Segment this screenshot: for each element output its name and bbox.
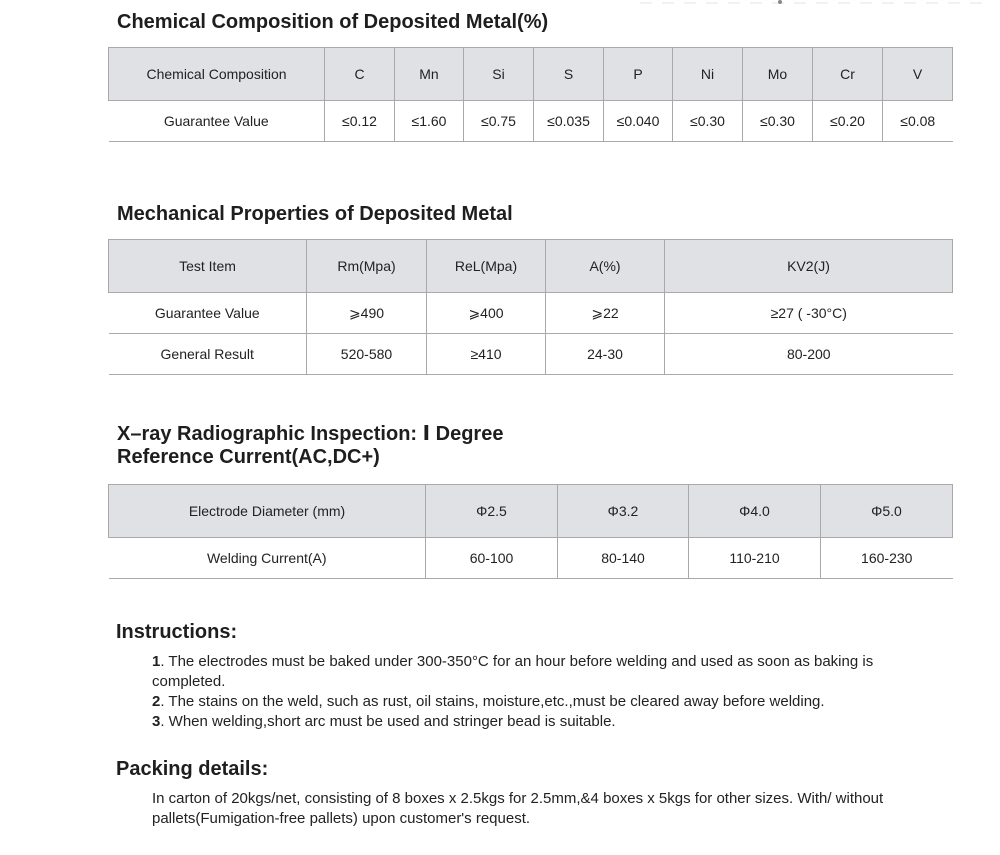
header-cell: KV2(J)	[665, 240, 953, 293]
header-cell: Electrode Diameter (mm)	[109, 485, 426, 538]
packing-details-text: In carton of 20kgs/net, consisting of 8 boxes x 2.5kgs for 2.5mm,&4 boxes x 5kgs for other sizes. With/ without pallets(Fumigation-free pallets) upon customer's request.	[152, 790, 884, 827]
list-item	[152, 652, 932, 692]
value-cell: ≤0.040	[604, 101, 673, 142]
header-cell: Φ3.2	[558, 485, 689, 538]
value-cell: ≥27 ( -30°C)	[665, 293, 953, 334]
item-text: . When welding,short arc must be used and stringer bead is suitable.	[160, 713, 616, 730]
header-cell: P	[604, 48, 673, 101]
header-cell: Φ2.5	[426, 485, 558, 538]
table-row	[109, 101, 953, 142]
item-text: . The stains on the weld, such as rust, oil stains, moisture,etc.,must be cleared away before welding.	[160, 693, 825, 710]
value-cell: ≤0.08	[883, 101, 953, 142]
value-cell: 80-140	[558, 538, 689, 579]
value-cell: ≤0.30	[743, 101, 813, 142]
header-cell: V	[883, 48, 953, 101]
header-cell: A(%)	[546, 240, 665, 293]
value-cell: 60-100	[426, 538, 558, 579]
table-header-row	[109, 48, 953, 101]
header-cell: Mo	[743, 48, 813, 101]
row-label-cell: Welding Current(A)	[109, 538, 426, 579]
item-text: . The electrodes must be baked under 300-350°C for an hour before welding and used as soon as baking is completed.	[152, 653, 874, 690]
header-cell: Φ4.0	[689, 485, 821, 538]
value-cell: ≥410	[427, 334, 546, 375]
reference-current-heading: Reference Current(AC,DC+)	[117, 446, 380, 468]
header-cell: S	[534, 48, 604, 101]
chemical-composition-table	[108, 47, 953, 142]
header-cell: ReL(Mpa)	[427, 240, 546, 293]
list-item	[152, 712, 932, 732]
table-row	[109, 293, 953, 334]
value-cell: ≤0.75	[464, 101, 534, 142]
value-cell: ≤1.60	[395, 101, 464, 142]
value-cell: ≤0.20	[813, 101, 883, 142]
packing-details-heading: Packing details:	[116, 758, 269, 780]
value-cell: 80-200	[665, 334, 953, 375]
reference-current-table	[108, 484, 953, 579]
chemical-composition-heading: Chemical Composition of Deposited Metal(%)	[117, 11, 549, 33]
value-cell: ≤0.30	[673, 101, 743, 142]
header-cell: Ni	[673, 48, 743, 101]
list-item	[152, 692, 932, 712]
header-cell: Cr	[813, 48, 883, 101]
instructions-list	[152, 652, 932, 732]
cropped-top-edge-marks	[640, 0, 990, 6]
header-cell: Rm(Mpa)	[307, 240, 427, 293]
value-cell: ≤0.035	[534, 101, 604, 142]
value-cell: ⩾400	[427, 293, 546, 334]
table-header-row	[109, 240, 953, 293]
item-number: 2	[152, 693, 161, 710]
value-cell: 24-30	[546, 334, 665, 375]
row-label-cell: Guarantee Value	[109, 293, 307, 334]
header-cell: Φ5.0	[821, 485, 953, 538]
table-row	[109, 538, 953, 579]
instructions-heading: Instructions:	[116, 621, 238, 643]
value-cell: ≤0.12	[325, 101, 395, 142]
mechanical-properties-heading: Mechanical Properties of Deposited Metal	[117, 203, 513, 225]
header-cell: Chemical Composition	[109, 48, 325, 101]
row-label-cell: General Result	[109, 334, 307, 375]
value-cell: 110-210	[689, 538, 821, 579]
header-cell: Mn	[395, 48, 464, 101]
value-cell: ⩾490	[307, 293, 427, 334]
mechanical-properties-table	[108, 239, 953, 375]
value-cell: ⩾22	[546, 293, 665, 334]
item-number: 1	[152, 653, 161, 670]
header-cell: C	[325, 48, 395, 101]
table-row	[109, 334, 953, 375]
value-cell: 520-580	[307, 334, 427, 375]
value-cell: 160-230	[821, 538, 953, 579]
header-cell: Si	[464, 48, 534, 101]
item-number: 3	[152, 713, 161, 730]
header-cell: Test Item	[109, 240, 307, 293]
table-header-row	[109, 485, 953, 538]
row-label-cell: Guarantee Value	[109, 101, 325, 142]
xray-inspection-heading: X–ray Radiographic Inspection: Ⅰ Degree	[117, 423, 504, 445]
